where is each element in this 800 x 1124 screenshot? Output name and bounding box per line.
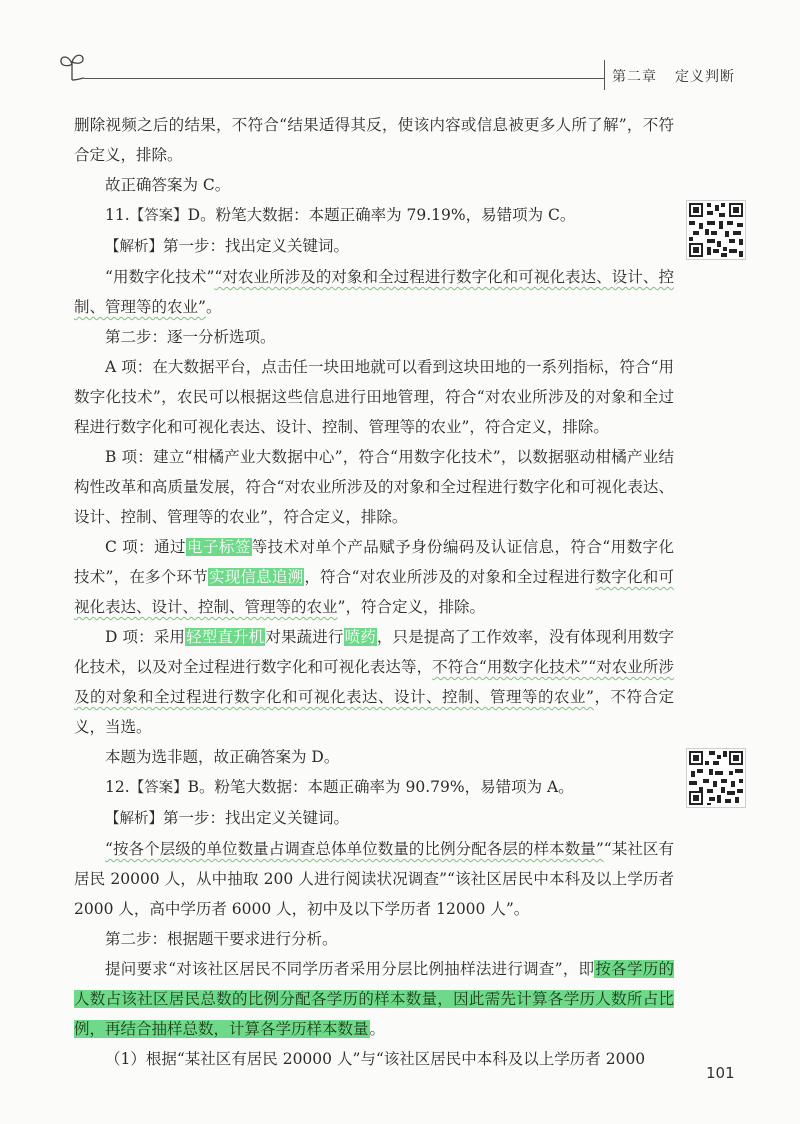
text: C 项：通过 <box>105 538 186 556</box>
text: 。 <box>369 1020 386 1038</box>
chapter-number: 第二章 <box>612 69 657 85</box>
answer-text: D。粉笔大数据：本题正确率为 79.19%，易错项为 C。 <box>187 206 576 224</box>
keyword-underlined: “对农业所涉及的对象和全过程进行数字化和可视化表达、设计、控制、管理等的农业” <box>74 268 674 316</box>
highlight: 按各学历的人数占该社区居民总数的比例分配各学历的样本数量，因此需先计算各学历人数所占比例，再结合抽样总数，计算各学历样本数量 <box>74 960 674 1038</box>
question-number: 11. <box>105 206 130 224</box>
paragraph: 第二步：根据题干要求进行分析。 <box>105 930 338 948</box>
paragraph: 故正确答案为 C。 <box>105 176 231 194</box>
qr-code-icon[interactable] <box>686 748 746 808</box>
analysis-tag: 【解析】 <box>105 811 163 827</box>
option-b: B 项：建立“柑橘产业大数据中心”，符合“用数字化技术”，以数据驱动柑橘产业结构性改革和高质量发展，符合“对农业所涉及的对象和全过程进行数字化和可视化表达、设计、控制、管理等的农业”，符合定义，排除。 <box>74 448 674 526</box>
keyword-underlined: “按各个层级的单位数量占调查总体单位数量的比例分配各层的样本数量” <box>105 840 604 858</box>
highlight: 喷药 <box>344 628 376 646</box>
text: 提问要求“对该社区居民不同学历者采用分层比例抽样法进行调查”，即 <box>105 960 595 978</box>
underlined-text: 数字化和可视化表达、设计、控制、管理等的农业 <box>74 568 674 616</box>
page-content <box>74 110 674 1074</box>
option-d <box>74 622 674 742</box>
qr-code-icon[interactable] <box>686 200 746 260</box>
page-number: 101 <box>706 1064 735 1082</box>
answer-text: B。粉笔大数据：本题正确率为 90.79%，易错项为 A。 <box>187 778 574 796</box>
header-rule <box>84 78 604 79</box>
text: ”，符合定义，排除。 <box>337 598 485 616</box>
keywords-11 <box>74 262 674 322</box>
analysis-tag: 【解析】 <box>105 239 163 255</box>
answer-tag: 【答案】 <box>129 780 188 796</box>
underlined-text: 不符合“用数字化技术”“对农业所涉及的对象和全过程进行数字化和可视化表达、设计、控制、管理等的农业” <box>74 658 674 706</box>
text: 。 <box>205 298 222 316</box>
text: ，只是提高了工作效率，没有体现利用数字化技术，以及对全过程进行数字化和可视化表达等， <box>74 628 674 676</box>
answer-line-12 <box>74 772 674 803</box>
text: D 项：采用 <box>105 628 186 646</box>
analysis-line-12 <box>74 803 674 834</box>
question-ask <box>74 954 674 1044</box>
conclusion: 本题为选非题，故正确答案为 D。 <box>105 748 340 766</box>
paragraph: 第二步：逐一分析选项。 <box>105 328 276 346</box>
highlight: 实现信息追溯 <box>208 568 304 586</box>
highlight: 轻型直升机 <box>186 628 265 646</box>
section-title: 定义判断 <box>675 69 735 85</box>
highlight: 电子标签 <box>186 538 251 556</box>
keywords-12 <box>74 834 674 924</box>
answer-tag: 【答案】 <box>129 208 188 224</box>
option-a: A 项：在大数据平台，点击任一块田地就可以看到这块田地的一系列指标，符合“用数字化技术”，农民可以根据这些信息进行田地管理，符合“对农业所涉及的对象和全过程进行数字化和可视化表达、设计、控制、管理等的农业”，符合定义，排除。 <box>74 358 674 436</box>
page-header <box>0 0 800 100</box>
keyword: “用数字化技术” <box>105 268 215 286</box>
header-divider <box>604 60 605 90</box>
analysis-line-11 <box>74 231 674 262</box>
text: ，符合“对农业所涉及的对象和全过程进行 <box>304 568 596 586</box>
answer-line-11 <box>74 200 674 231</box>
sprout-icon <box>58 48 86 86</box>
text: ，不符合定义，当选。 <box>74 688 674 736</box>
option-c <box>74 532 674 622</box>
keyword: “某社区有居民 20000 人，从中抽取 200 人进行阅读状况调查”“该社区居民中本科及以上学历者 2000 人，高中学历者 6000 人，初中及以下学历者 12000 人”。 <box>74 840 674 918</box>
question-number: 12. <box>105 778 130 796</box>
chapter-title <box>612 66 735 86</box>
text: 等技术对单个产品赋予身份编码及认证信息，符合“用数字化技术”，在多个环节 <box>74 538 674 586</box>
paragraph: 删除视频之后的结果，不符合“结果适得其反，使该内容或信息被更多人所了解”，不符合定义，排除。 <box>74 116 674 164</box>
text: 对果蔬进行 <box>265 628 344 646</box>
analysis-step: 第一步：找出定义关键词。 <box>163 237 350 255</box>
analysis-step: 第一步：找出定义关键词。 <box>163 809 350 827</box>
paragraph: （1）根据“某社区有居民 20000 人”与“该社区居民中本科及以上学历者 2000 <box>105 1050 646 1068</box>
